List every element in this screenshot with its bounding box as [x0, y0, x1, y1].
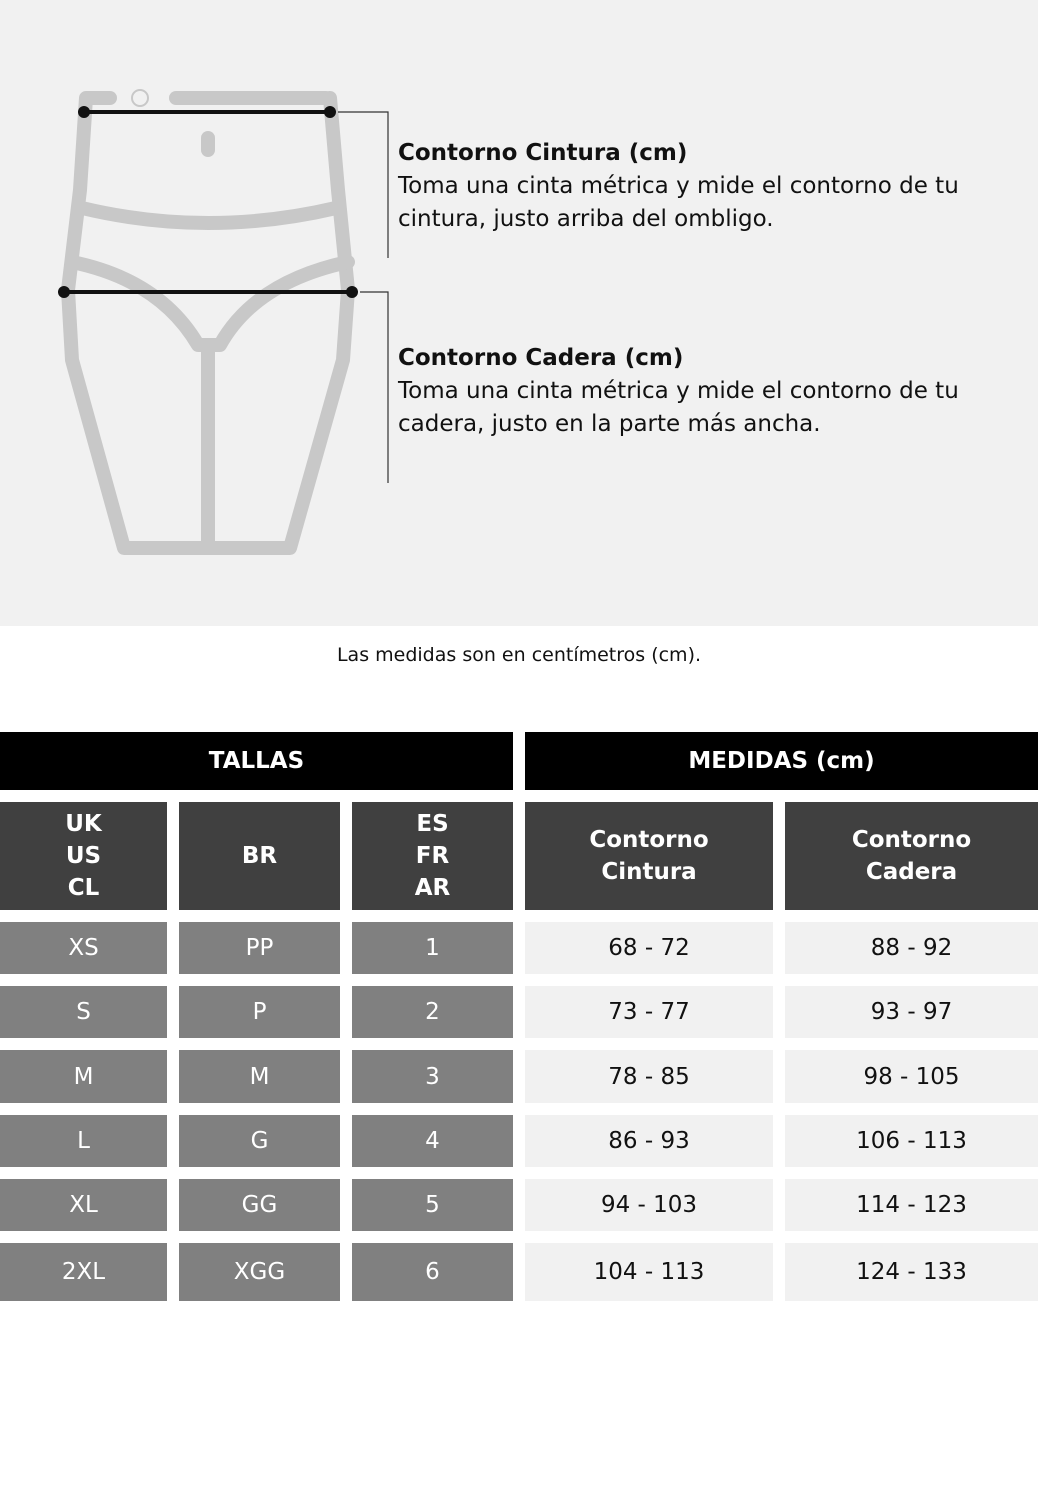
cell-br-size: GG	[179, 1179, 340, 1231]
hip-text-line-2: cadera, justo en la parte más ancha.	[398, 411, 821, 437]
cell-uk-size: XL	[0, 1179, 167, 1231]
header-label-waist-1: Contorno	[589, 827, 709, 853]
cell-uk-size: M	[0, 1050, 167, 1103]
cell-waist: 94 - 103	[525, 1179, 773, 1231]
cell-es-size: 2	[352, 986, 513, 1038]
header-label-us: US	[65, 843, 102, 869]
header-label-fr: FR	[415, 843, 450, 869]
cell-hip: 114 - 123	[785, 1179, 1038, 1231]
cell-uk-size: L	[0, 1115, 167, 1167]
waist-instructions	[398, 137, 998, 236]
hip-instructions	[398, 342, 998, 441]
column-header-br	[179, 802, 340, 910]
cell-es-size: 4	[352, 1115, 513, 1167]
cell-br-size: P	[179, 986, 340, 1038]
column-header-hip	[785, 802, 1038, 910]
cell-hip: 93 - 97	[785, 986, 1038, 1038]
cell-hip: 106 - 113	[785, 1115, 1038, 1167]
header-label-waist-2: Cintura	[601, 859, 697, 885]
cell-waist: 68 - 72	[525, 922, 773, 974]
cell-waist: 104 - 113	[525, 1243, 773, 1301]
sizes-group-header: TALLAS	[0, 732, 513, 790]
cell-br-size: G	[179, 1115, 340, 1167]
column-header-uk-us-cl	[0, 802, 167, 910]
shorts-icon	[0, 0, 400, 600]
header-label-hip-2: Cadera	[865, 859, 958, 885]
cell-hip: 98 - 105	[785, 1050, 1038, 1103]
cell-uk-size: S	[0, 986, 167, 1038]
waist-text-line-1: Toma una cinta métrica y mide el contorno de tu	[398, 173, 959, 199]
column-header-waist	[525, 802, 773, 910]
header-label-es: ES	[416, 811, 449, 837]
cell-waist: 78 - 85	[525, 1050, 773, 1103]
cell-es-size: 6	[352, 1243, 513, 1301]
waist-title: Contorno Cintura (cm)	[398, 140, 688, 166]
cell-waist: 73 - 77	[525, 986, 773, 1038]
hip-text-line-1: Toma una cinta métrica y mide el contorno de tu	[398, 378, 959, 404]
column-header-es-fr-ar	[352, 802, 513, 910]
cell-uk-size: XS	[0, 922, 167, 974]
cell-br-size: PP	[179, 922, 340, 974]
cell-es-size: 3	[352, 1050, 513, 1103]
cell-br-size: M	[179, 1050, 340, 1103]
header-label-br: BR	[241, 843, 278, 869]
cell-hip: 124 - 133	[785, 1243, 1038, 1301]
measures-group-header: MEDIDAS (cm)	[525, 732, 1038, 790]
cell-uk-size: 2XL	[0, 1243, 167, 1301]
cell-hip: 88 - 92	[785, 922, 1038, 974]
hip-title: Contorno Cadera (cm)	[398, 345, 684, 371]
units-note: Las medidas son en centímetros (cm).	[336, 644, 702, 666]
header-label-cl: CL	[67, 875, 100, 901]
cell-es-size: 5	[352, 1179, 513, 1231]
cell-es-size: 1	[352, 922, 513, 974]
header-label-hip-1: Contorno	[851, 827, 972, 853]
header-label-ar: AR	[414, 875, 451, 901]
waist-text-line-2: cintura, justo arriba del ombligo.	[398, 206, 774, 232]
cell-waist: 86 - 93	[525, 1115, 773, 1167]
header-label-uk: UK	[65, 811, 102, 837]
cell-br-size: XGG	[179, 1243, 340, 1301]
